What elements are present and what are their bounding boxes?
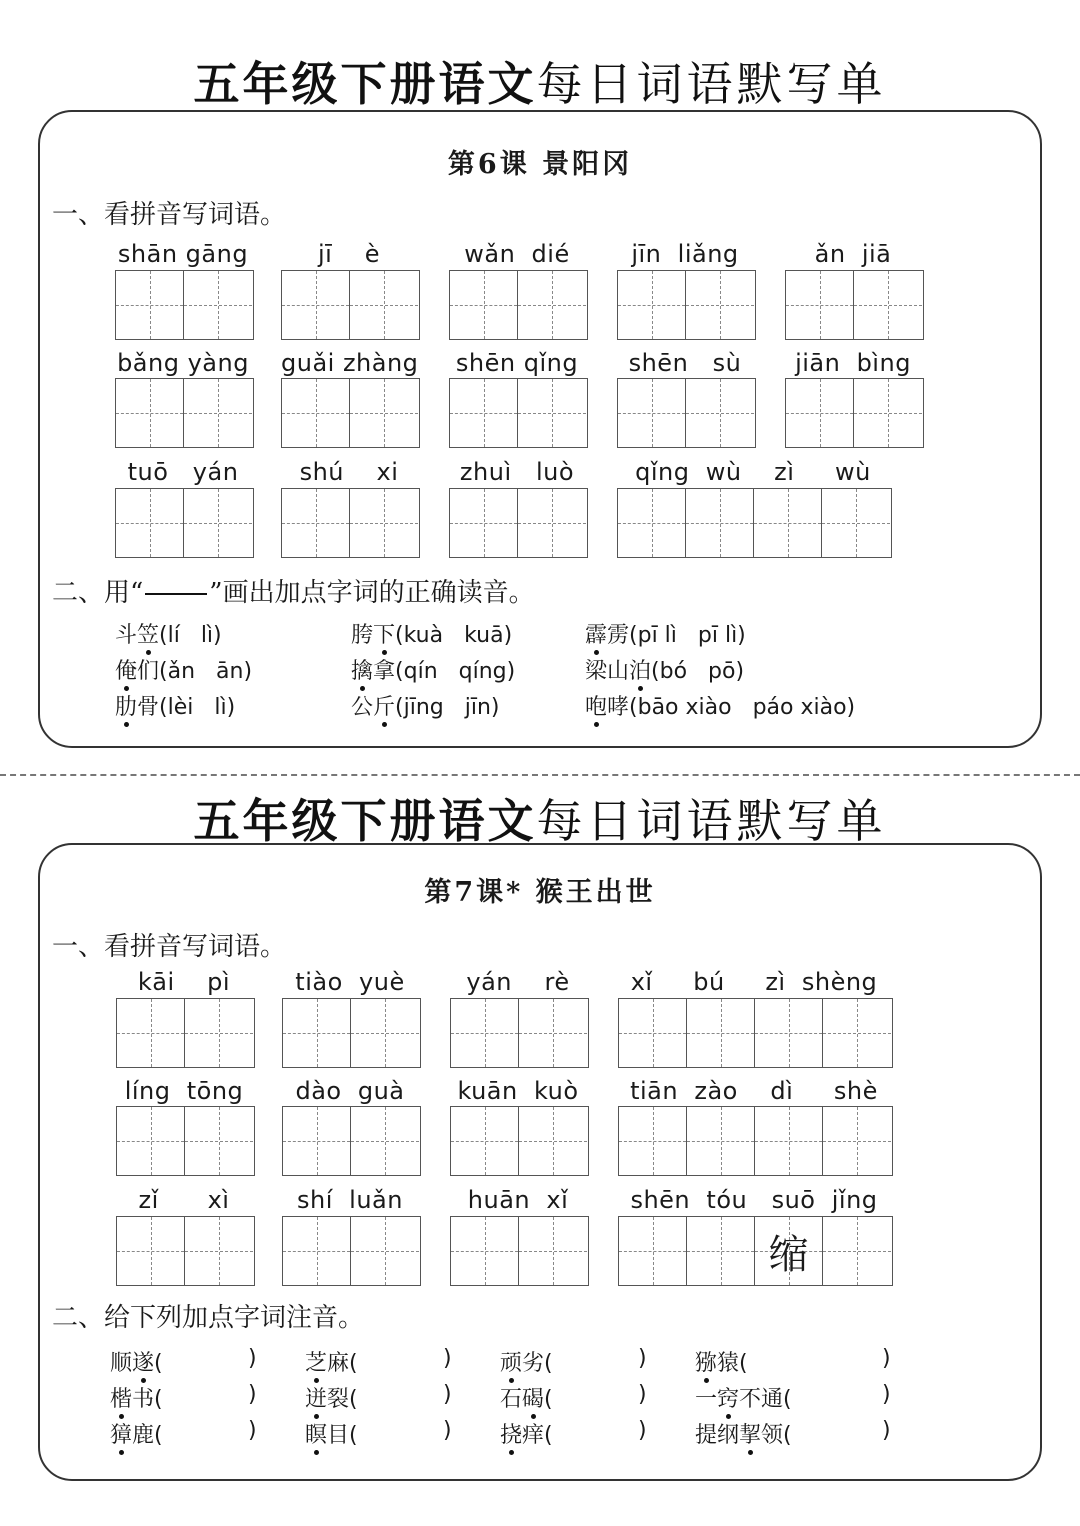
pinyin-label: huān xǐ <box>467 1186 569 1214</box>
annotation-item <box>500 1382 553 1413</box>
writing-cell[interactable] <box>282 379 350 447</box>
writing-grid[interactable] <box>785 270 924 340</box>
word-suffix: 不通 <box>739 1387 784 1412</box>
dotted-word <box>695 1423 783 1448</box>
word-suffix: 麻 <box>327 1351 350 1376</box>
writing-cell[interactable] <box>350 271 418 339</box>
pinyin-label: wǎn dié <box>464 240 570 268</box>
writing-cell[interactable] <box>519 1107 587 1175</box>
open-paren: ( <box>544 1387 553 1412</box>
writing-cell[interactable] <box>755 1107 823 1175</box>
writing-cell[interactable] <box>184 379 252 447</box>
word-suffix: 猿 <box>717 1351 740 1376</box>
writing-grid[interactable] <box>450 1216 589 1286</box>
writing-cell[interactable] <box>687 1217 755 1285</box>
open-paren: ( <box>783 1423 792 1448</box>
writing-grid[interactable] <box>449 378 588 448</box>
writing-grid[interactable] <box>116 1216 255 1286</box>
writing-cell[interactable] <box>184 489 252 557</box>
writing-cell[interactable] <box>185 1217 253 1285</box>
pinyin-label: bǎng yàng <box>117 349 249 377</box>
writing-cell[interactable] <box>283 999 351 1067</box>
writing-cell[interactable] <box>451 1217 519 1285</box>
dotted-character: 挈 <box>739 1418 761 1449</box>
word-suffix: 鹿 <box>132 1423 155 1448</box>
writing-cell[interactable] <box>518 271 586 339</box>
writing-grid[interactable] <box>282 998 421 1068</box>
answer-blank[interactable]: ) <box>443 1382 452 1407</box>
word-suffix: 目 <box>327 1423 350 1448</box>
writing-cell[interactable] <box>184 271 252 339</box>
writing-cell[interactable] <box>116 489 184 557</box>
dotted-word <box>500 1351 544 1376</box>
writing-cell[interactable] <box>117 999 185 1067</box>
pinyin-label: ǎn jiā <box>814 240 892 268</box>
answer-blank[interactable]: ) <box>443 1346 452 1371</box>
dotted-character: 挠 <box>500 1418 522 1449</box>
dotted-character: 迸 <box>305 1382 327 1413</box>
answer-blank[interactable]: ) <box>443 1418 452 1443</box>
writing-cell[interactable] <box>185 999 253 1067</box>
dotted-word <box>110 1423 154 1448</box>
answer-blank[interactable]: ) <box>638 1382 647 1407</box>
dotted-word <box>585 659 651 684</box>
dotted-character: 碣 <box>522 1382 544 1413</box>
open-paren: ( <box>154 1423 163 1448</box>
writing-grid[interactable] <box>116 1106 255 1176</box>
dotted-word <box>500 1423 544 1448</box>
annotation-item <box>695 1346 748 1377</box>
reading-choice-item[interactable] <box>351 690 499 721</box>
pinyin-label: zǐ xì <box>138 1186 230 1214</box>
dotted-word <box>305 1351 349 1376</box>
reading-choice-item[interactable] <box>585 654 744 685</box>
pinyin-label: dào guà <box>295 1077 405 1105</box>
open-paren: ( <box>349 1423 358 1448</box>
writing-cell[interactable] <box>282 489 350 557</box>
annotation-item <box>110 1346 163 1377</box>
writing-grid[interactable] <box>617 270 756 340</box>
dotted-character: 霹 <box>585 618 607 649</box>
pinyin-label: guǎi zhàng <box>281 349 419 377</box>
dotted-character: 遂 <box>132 1346 154 1377</box>
cut-line-divider <box>0 774 1080 776</box>
sheet2-lesson-title: 第7课* 猴王出世 <box>424 877 656 908</box>
writing-cell[interactable] <box>686 271 754 339</box>
sheet1-title-light: 每日词语默写单 <box>536 57 887 111</box>
annotation-item <box>110 1418 163 1449</box>
word-suffix: 雳 <box>607 623 630 648</box>
writing-cell[interactable] <box>786 271 854 339</box>
writing-grid[interactable] <box>115 488 254 558</box>
sheet1-section2-heading <box>52 572 535 609</box>
writing-grid[interactable] <box>282 1216 421 1286</box>
sheet1-section1-heading: 一、看拼音写词语。 <box>52 200 287 230</box>
writing-grid[interactable] <box>449 488 588 558</box>
writing-cell[interactable] <box>755 1217 823 1285</box>
writing-cell[interactable] <box>518 489 586 557</box>
answer-blank[interactable]: ) <box>638 1418 647 1443</box>
open-paren: ( <box>783 1387 792 1412</box>
pinyin-label: jī è <box>317 240 381 268</box>
word-suffix: 们 <box>137 659 160 684</box>
dotted-character: 瞑 <box>305 1418 327 1449</box>
reading-choice-item[interactable] <box>115 690 235 721</box>
sheet2-title-bold: 五年级下册语文 <box>193 794 537 848</box>
answer-blank[interactable]: ) <box>248 1418 257 1443</box>
word-suffix: 拿 <box>373 659 396 684</box>
word-suffix: 痒 <box>522 1423 545 1448</box>
writing-grid[interactable] <box>116 998 255 1068</box>
dotted-character: 笠 <box>137 618 159 649</box>
word-prefix: 一 <box>695 1387 718 1412</box>
word-suffix: 骨 <box>137 695 160 720</box>
pinyin-label: qǐng wù zì wù <box>635 458 871 486</box>
underline-sample <box>145 593 207 595</box>
dotted-word <box>500 1387 544 1412</box>
answer-blank[interactable]: ) <box>248 1382 257 1407</box>
word-prefix: 梁山 <box>585 659 630 684</box>
reading-choice-item[interactable] <box>115 654 252 685</box>
word-suffix: 领 <box>761 1423 784 1448</box>
open-paren: ( <box>544 1351 553 1376</box>
pinyin-label: líng tōng <box>124 1077 244 1105</box>
writing-grid[interactable] <box>617 378 756 448</box>
annotation-item <box>695 1382 792 1413</box>
dotted-word <box>585 695 629 720</box>
writing-grid[interactable] <box>618 1106 893 1176</box>
dotted-word <box>115 695 159 720</box>
annotation-item <box>305 1382 358 1413</box>
open-paren: ( <box>154 1351 163 1376</box>
pinyin-label: tiào yuè <box>295 968 405 996</box>
dotted-word <box>585 623 629 648</box>
sheet2-title-light: 每日词语默写单 <box>536 794 887 848</box>
dotted-character: 猕 <box>695 1346 717 1377</box>
writing-grid[interactable] <box>281 378 420 448</box>
writing-cell[interactable] <box>185 1107 253 1175</box>
pinyin-label: kāi pì <box>137 968 231 996</box>
dotted-character: 獐 <box>110 1418 132 1449</box>
sheet2-title <box>0 785 1080 851</box>
writing-cell[interactable] <box>618 489 686 557</box>
writing-cell[interactable] <box>822 489 890 557</box>
dotted-character: 顽 <box>500 1346 522 1377</box>
word-suffix: 劣 <box>522 1351 545 1376</box>
writing-cell[interactable] <box>117 1107 185 1175</box>
pronunciation-options[interactable]: (pī lì pī lì) <box>629 623 746 648</box>
writing-cell[interactable] <box>282 271 350 339</box>
pronunciation-options[interactable]: (lí lì) <box>159 623 222 648</box>
writing-cell[interactable] <box>619 999 687 1067</box>
dotted-character: 下 <box>373 618 395 649</box>
writing-cell[interactable] <box>351 999 419 1067</box>
dotted-word <box>305 1423 349 1448</box>
pronunciation-options[interactable]: (bāo xiào páo xiào) <box>629 695 856 720</box>
writing-cell[interactable] <box>351 1107 419 1175</box>
writing-cell[interactable] <box>283 1217 351 1285</box>
writing-grid[interactable] <box>450 998 589 1068</box>
dotted-character: 俺 <box>115 654 137 685</box>
writing-cell[interactable] <box>754 489 822 557</box>
writing-cell[interactable] <box>350 379 418 447</box>
section2-suffix: ”画出加点字词的正确读音。 <box>209 578 535 608</box>
writing-cell[interactable] <box>619 1107 687 1175</box>
reading-choice-item[interactable] <box>585 690 855 721</box>
word-prefix: 公 <box>351 695 374 720</box>
writing-grid[interactable] <box>450 1106 589 1176</box>
dotted-character: 斤 <box>373 690 395 721</box>
writing-cell[interactable] <box>450 271 518 339</box>
reading-choice-item[interactable] <box>351 618 512 649</box>
writing-cell[interactable] <box>687 1107 755 1175</box>
open-paren: ( <box>154 1387 163 1412</box>
pinyin-label: jīn liǎng <box>631 240 739 268</box>
writing-cell[interactable] <box>519 1217 587 1285</box>
prefilled-character: 缩 <box>768 1231 809 1278</box>
writing-grid[interactable] <box>282 1106 421 1176</box>
writing-cell[interactable] <box>823 1217 891 1285</box>
pinyin-label: shēn sù <box>628 349 742 377</box>
word-prefix: 石 <box>500 1387 523 1412</box>
dotted-character: 芝 <box>305 1346 327 1377</box>
word-prefix: 提纲 <box>695 1423 740 1448</box>
annotation-item <box>305 1346 358 1377</box>
reading-choice-item[interactable] <box>585 618 746 649</box>
dotted-word <box>695 1387 783 1412</box>
word-prefix: 斗 <box>115 623 138 648</box>
writing-cell[interactable] <box>618 271 686 339</box>
answer-blank[interactable]: ) <box>882 1382 891 1407</box>
dotted-character: 窍 <box>717 1382 739 1413</box>
writing-cell[interactable] <box>518 379 586 447</box>
writing-grid[interactable] <box>617 488 892 558</box>
annotation-item <box>695 1418 792 1449</box>
answer-blank[interactable]: ) <box>882 1418 891 1443</box>
writing-cell[interactable] <box>116 271 184 339</box>
word-suffix: 书 <box>132 1387 155 1412</box>
answer-blank[interactable]: ) <box>638 1346 647 1371</box>
annotation-item <box>305 1418 358 1449</box>
pronunciation-options[interactable]: (qín qíng) <box>395 659 516 684</box>
writing-cell[interactable] <box>116 379 184 447</box>
dotted-word <box>110 1351 154 1376</box>
pinyin-label: shēn qǐng <box>455 349 579 377</box>
dotted-character: 楷 <box>110 1382 132 1413</box>
writing-cell[interactable] <box>687 999 755 1067</box>
pinyin-label: xǐ bú zì shèng <box>630 968 878 996</box>
writing-grid[interactable] <box>281 488 420 558</box>
reading-choice-item[interactable] <box>115 618 222 649</box>
writing-cell[interactable] <box>823 1107 891 1175</box>
sheet1-title-bold: 五年级下册语文 <box>193 57 537 111</box>
dotted-word <box>305 1387 349 1412</box>
pinyin-label: kuān kuò <box>457 1077 579 1105</box>
sheet1-title <box>0 48 1080 114</box>
open-paren: ( <box>349 1387 358 1412</box>
open-paren: ( <box>544 1423 553 1448</box>
writing-cell[interactable] <box>451 999 519 1067</box>
writing-cell[interactable] <box>823 999 891 1067</box>
writing-cell[interactable] <box>117 1217 185 1285</box>
pinyin-label: tuō yán <box>127 458 239 486</box>
pinyin-label: shān gāng <box>117 240 249 268</box>
dotted-word <box>695 1351 739 1376</box>
word-prefix: 胯 <box>351 623 374 648</box>
writing-cell[interactable] <box>686 489 754 557</box>
pronunciation-options[interactable]: (kuà kuā) <box>395 623 513 648</box>
writing-cell[interactable] <box>451 1107 519 1175</box>
dotted-character: 泊 <box>629 654 651 685</box>
annotation-item <box>110 1382 163 1413</box>
dotted-word <box>115 623 159 648</box>
writing-cell[interactable] <box>619 1217 687 1285</box>
pinyin-label: zhuì luò <box>459 458 575 486</box>
pinyin-label: jiān bìng <box>795 349 911 377</box>
writing-cell[interactable] <box>283 1107 351 1175</box>
writing-cell[interactable] <box>854 271 922 339</box>
dotted-word <box>351 659 395 684</box>
writing-cell[interactable] <box>350 489 418 557</box>
word-suffix: 哮 <box>607 695 630 720</box>
dotted-character: 肋 <box>115 690 137 721</box>
writing-grid[interactable] <box>115 378 254 448</box>
writing-cell[interactable] <box>351 1217 419 1285</box>
pinyin-label: shí luǎn <box>297 1186 403 1214</box>
writing-cell[interactable] <box>686 379 754 447</box>
pronunciation-options[interactable]: (lèi lì) <box>159 695 236 720</box>
sheet1-lesson-title: 第6课 景阳冈 <box>447 149 633 180</box>
sheet2-section1-heading: 一、看拼音写词语。 <box>52 932 287 962</box>
dotted-character: 咆 <box>585 690 607 721</box>
sheet2-section2-heading: 二、给下列加点字词注音。 <box>52 1303 365 1333</box>
dotted-word <box>115 659 159 684</box>
writing-cell[interactable] <box>786 379 854 447</box>
pronunciation-options[interactable]: (jīng jīn) <box>395 695 500 720</box>
writing-cell[interactable] <box>519 999 587 1067</box>
annotation-item <box>500 1346 553 1377</box>
pronunciation-options[interactable]: (bó pō) <box>651 659 745 684</box>
pronunciation-options[interactable]: (ǎn ān) <box>159 659 253 684</box>
reading-choice-item[interactable] <box>351 654 515 685</box>
writing-grid[interactable] <box>618 998 893 1068</box>
answer-blank[interactable]: ) <box>248 1346 257 1371</box>
pinyin-label: yán rè <box>466 968 570 996</box>
writing-cell[interactable] <box>450 489 518 557</box>
writing-cell[interactable] <box>854 379 922 447</box>
dotted-character: 擒 <box>351 654 373 685</box>
writing-cell[interactable] <box>618 379 686 447</box>
writing-grid[interactable] <box>618 1216 893 1286</box>
open-paren: ( <box>739 1351 748 1376</box>
writing-grid[interactable] <box>449 270 588 340</box>
writing-grid[interactable] <box>785 378 924 448</box>
writing-cell[interactable] <box>450 379 518 447</box>
dotted-word <box>351 623 395 648</box>
writing-grid[interactable] <box>281 270 420 340</box>
pinyin-label: shú xi <box>299 458 399 486</box>
writing-cell[interactable] <box>755 999 823 1067</box>
pinyin-label: tiān zào dì shè <box>630 1077 878 1105</box>
writing-grid[interactable] <box>115 270 254 340</box>
annotation-item <box>500 1418 553 1449</box>
open-paren: ( <box>349 1351 358 1376</box>
answer-blank[interactable]: ) <box>882 1346 891 1371</box>
dotted-word <box>351 695 395 720</box>
dotted-word <box>110 1387 154 1412</box>
section2-prefix: 二、用“ <box>52 578 144 608</box>
pinyin-label: shēn tóu suō jǐng <box>630 1186 878 1214</box>
word-suffix: 裂 <box>327 1387 350 1412</box>
word-prefix: 顺 <box>110 1351 133 1376</box>
